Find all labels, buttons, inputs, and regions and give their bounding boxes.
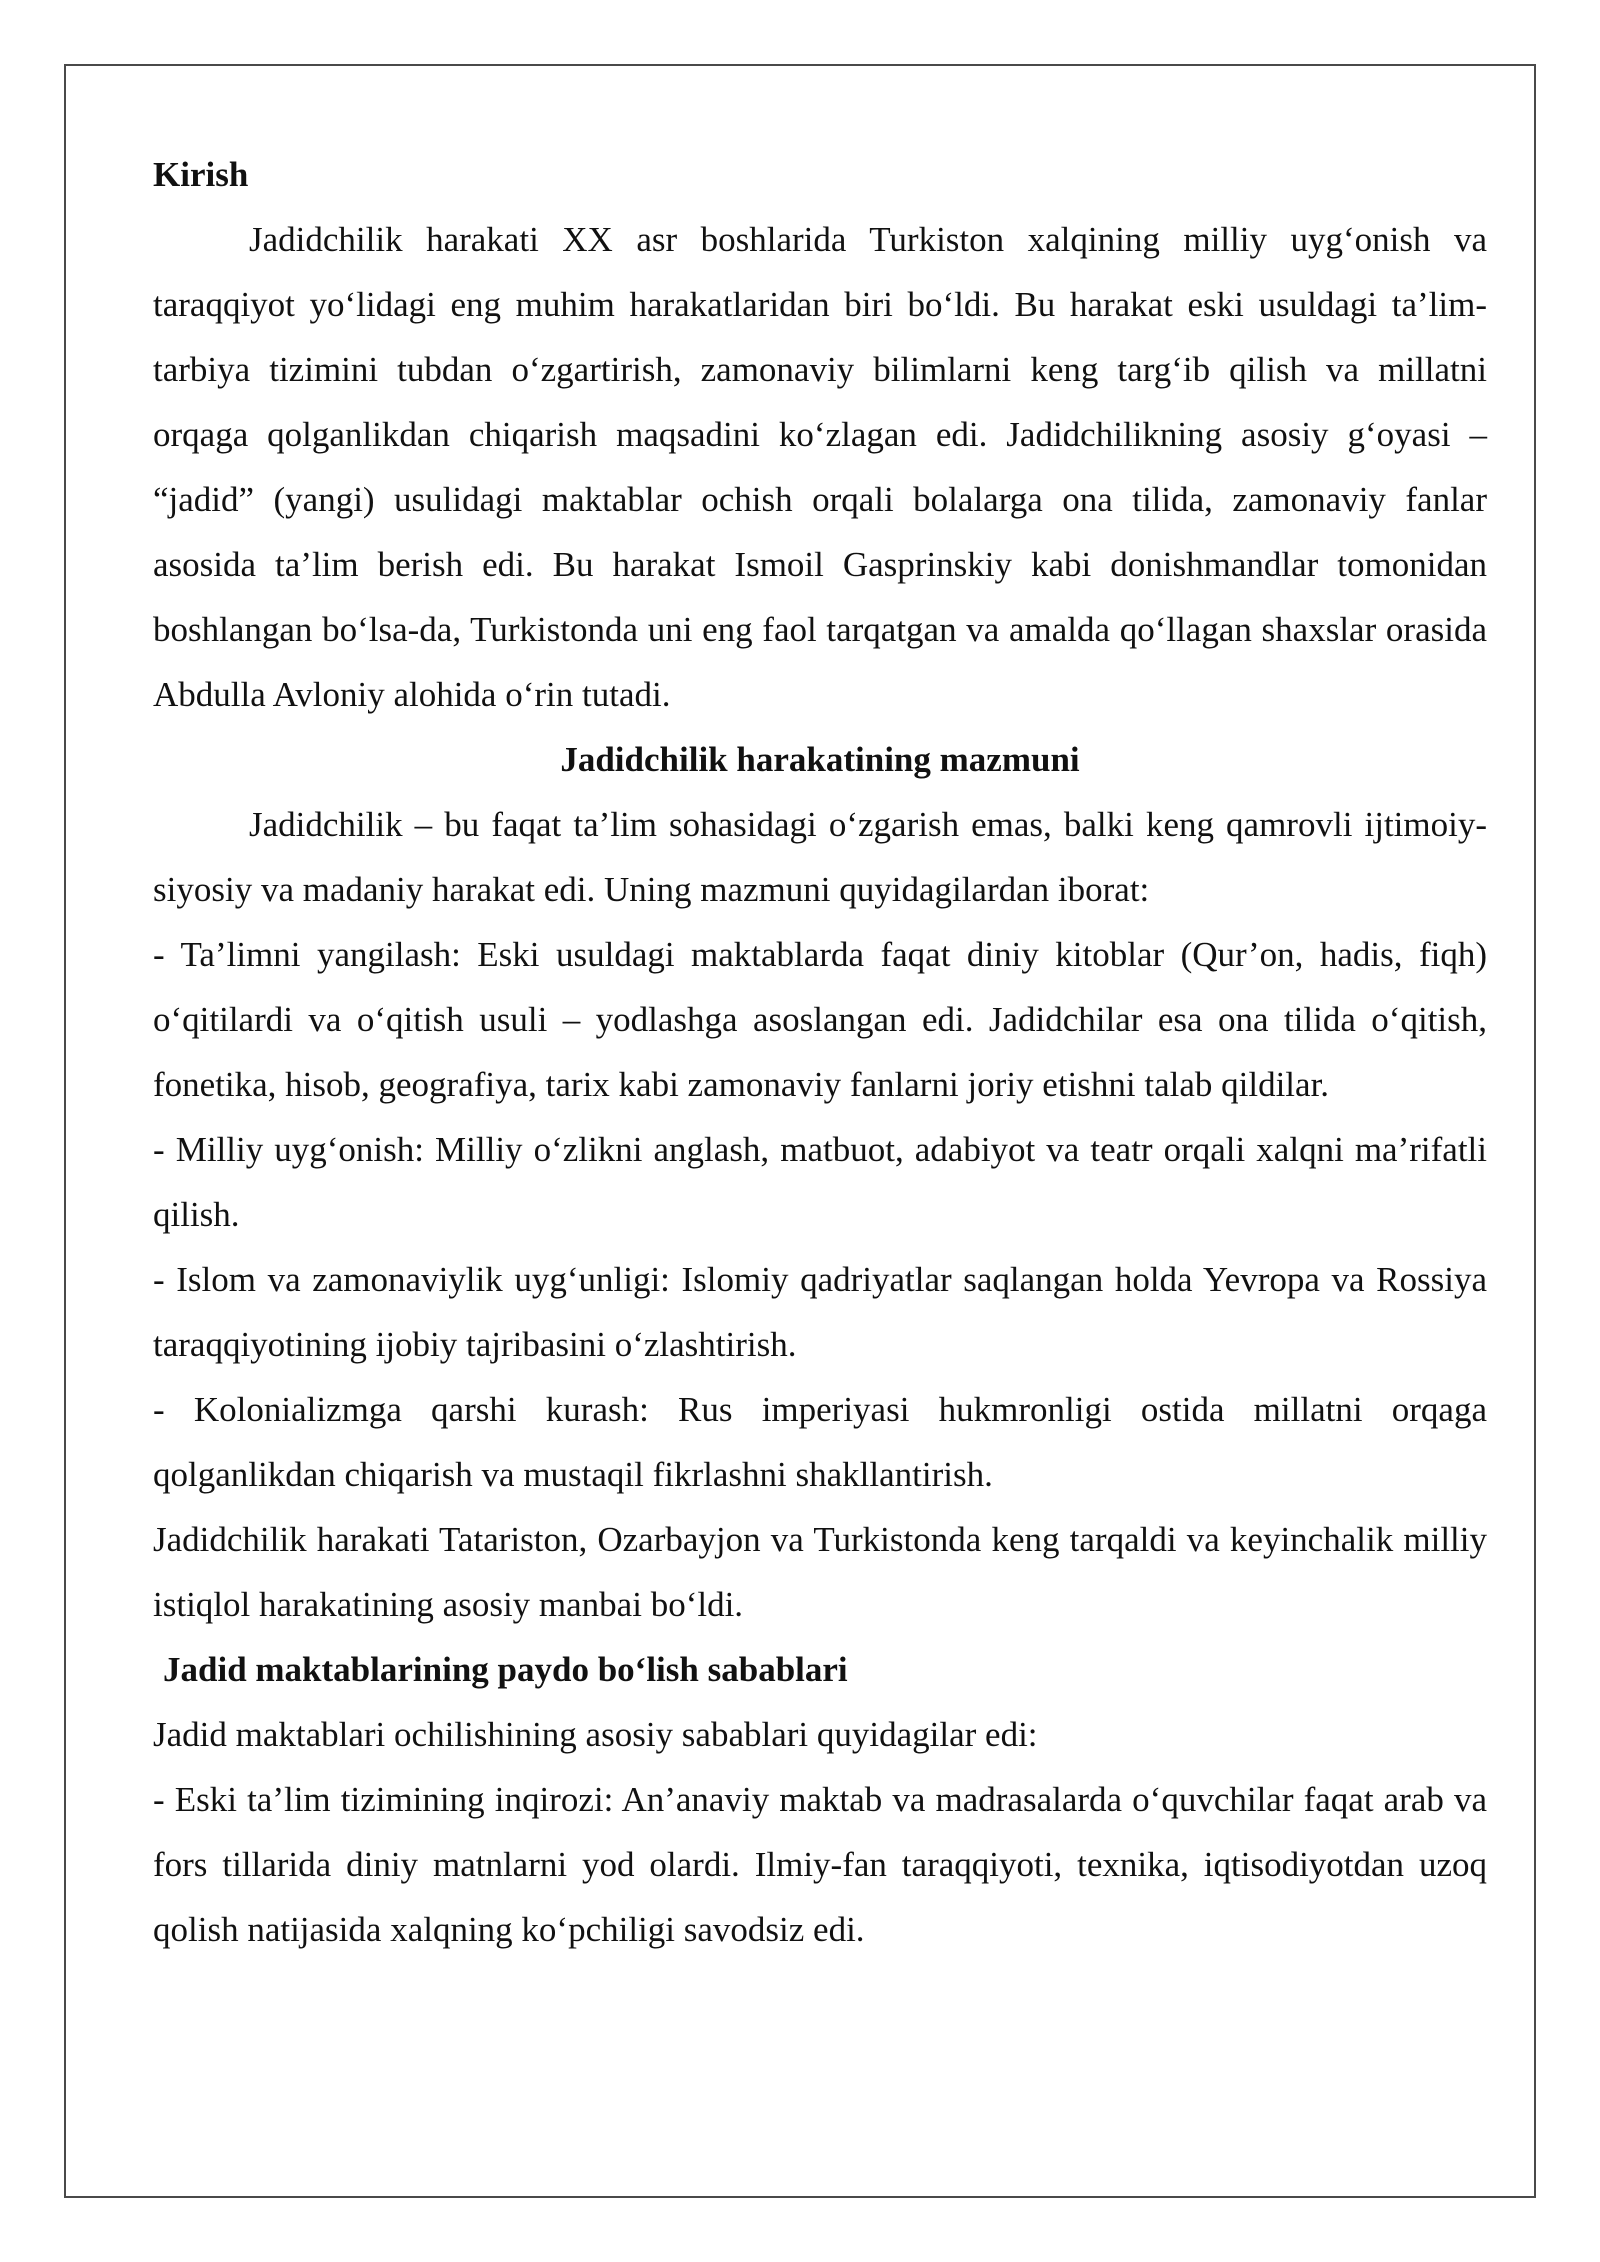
section1-item-2: - Milliy uyg‘onish: Milliy o‘zlikni anglash, matbuot, adabiyot va teatr orqali xalqni ma’rifatli qilish.	[153, 1130, 1487, 1234]
section1-heading: Jadidchilik harakatining mazmuni	[560, 740, 1080, 779]
document-body	[153, 142, 1487, 1962]
section1-lead: Jadidchilik – bu faqat ta’lim sohasidagi o‘zgarish emas, balki keng qamrovli ijtimoiy-siyosiy va madaniy harakat edi. Uning mazmuni quyidagilardan iborat:	[153, 805, 1487, 909]
section2-lead: Jadid maktablari ochilishining asosiy sabablari quyidagilar edi:	[153, 1715, 1038, 1754]
section1-item-1: - Ta’limni yangilash: Eski usuldagi maktablarda faqat diniy kitoblar (Qur’on, hadis, fiqh) o‘qitilardi va o‘qitish usuli – yodlashga asoslangan edi. Jadidchilar esa ona tilida o‘qitish, fonetika, hisob, geografiya, tarix kabi zamonaviy fanlarni joriy etishni talab qildilar.	[153, 935, 1487, 1104]
section1-closing: Jadidchilik harakati Tatariston, Ozarbayjon va Turkistonda keng tarqaldi va keyinchalik milliy istiqlol harakatining asosiy manbai bo‘ldi.	[153, 1520, 1487, 1624]
section2-heading: Jadid maktablarining paydo bo‘lish sabablari	[163, 1650, 848, 1689]
intro-heading: Kirish	[153, 155, 249, 194]
section1-item-3: - Islom va zamonaviylik uyg‘unligi: Islomiy qadriyatlar saqlangan holda Yevropa va Rossiya taraqqiyotining ijobiy tajribasini o‘zlashtirish.	[153, 1260, 1487, 1364]
section1-item-4: - Kolonializmga qarshi kurash: Rus imperiyasi hukmronligi ostida millatni orqaga qolganlikdan chiqarish va mustaqil fikrlashni shakllantirish.	[153, 1390, 1487, 1494]
section2-item-1: - Eski ta’lim tizimining inqirozi: An’anaviy maktab va madrasalarda o‘quvchilar faqat arab va fors tillarida diniy matnlarni yod olardi. Ilmiy-fan taraqqiyoti, texnika, iqtisodiyotdan uzoq qolish natijasida xalqning ko‘pchiligi savodsiz edi.	[153, 1780, 1487, 1949]
intro-paragraph: Jadidchilik harakati XX asr boshlarida Turkiston xalqining milliy uyg‘onish va taraqqiyot yo‘lidagi eng muhim harakatlaridan biri bo‘ldi. Bu harakat eski usuldagi ta’lim-tarbiya tizimini tubdan o‘zgartirish, zamonaviy bilimlarni keng targ‘ib qilish va millatni orqaga qolganlikdan chiqarish maqsadini ko‘zlagan edi. Jadidchilikning asosiy g‘oyasi – “jadid” (yangi) usulidagi maktablar ochish orqali bolalarga ona tilida, zamonaviy fanlar asosida ta’lim berish edi. Bu harakat Ismoil Gasprinskiy kabi donishmandlar tomonidan boshlangan bo‘lsa-da, Turkistonda uni eng faol tarqatgan va amalda qo‘llagan shaxslar orasida Abdulla Avloniy alohida o‘rin tutadi.	[153, 220, 1487, 714]
